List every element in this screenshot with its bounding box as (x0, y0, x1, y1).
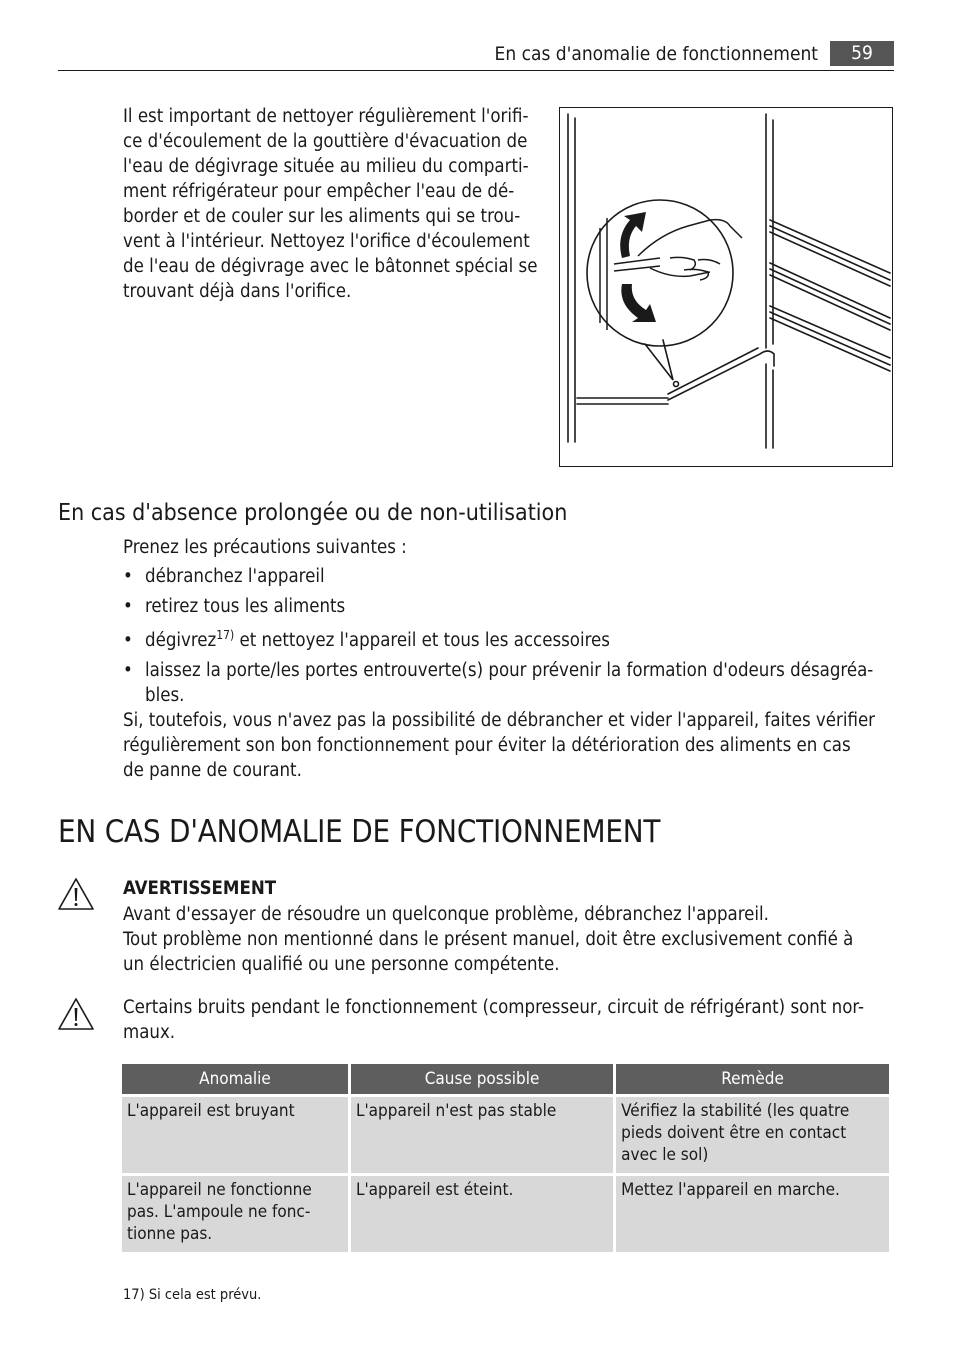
troubleshooting-table (119, 1061, 892, 1255)
cell-line: Vérifiez la stabilité (les quatre (621, 1101, 850, 1121)
note-line: Certains bruits pendant le fonctionnement (compresseur, circuit de réfrigérant) sont nor- (123, 997, 865, 1018)
section-heading-absence: En cas d'absence prolongée ou de non-utilisation (58, 500, 568, 526)
footnote-reference: 17) (216, 628, 235, 642)
chapter-heading: EN CAS D'ANOMALIE DE FONCTIONNEMENT (58, 814, 661, 850)
list-item-text: dégivrez (145, 630, 217, 651)
cell-line: avec le sol) (621, 1145, 709, 1165)
table-header-row (122, 1064, 889, 1094)
table-cell-remedy (616, 1097, 889, 1173)
intro-line: Il est important de nettoyer régulièrement l'orifi- (123, 106, 529, 127)
intro-line: l'eau de dégivrage située au milieu du comparti- (123, 156, 529, 177)
warning-line: Avant d'essayer de résoudre un quelconque problème, débranchez l'appareil. (123, 904, 769, 925)
cell-line: pieds doivent être en contact (621, 1123, 847, 1143)
list-item-text: retirez tous les aliments (145, 596, 346, 617)
table-cell-remedy (616, 1176, 889, 1252)
warning-text (123, 902, 853, 977)
warning-triangle-icon (57, 997, 95, 1031)
table-row (122, 1097, 889, 1173)
list-item-text: laissez la porte/les portes entrouverte(s) pour prévenir la formation d'odeurs désagréa- (145, 660, 874, 681)
bullet-icon: • (123, 630, 133, 651)
list-item (123, 658, 895, 708)
table-cell-anomaly (122, 1097, 348, 1173)
cell-line: tionne pas. (127, 1224, 213, 1244)
paragraph-line: Si, toutefois, vous n'avez pas la possibilité de débrancher et vider l'appareil, faites vérifier (123, 710, 876, 731)
intro-paragraph (123, 104, 548, 304)
cell-line: L'appareil est bruyant (127, 1101, 295, 1121)
table-cell-cause (351, 1097, 613, 1173)
list-item (123, 628, 895, 653)
cell-line: L'appareil ne fonctionne (127, 1180, 312, 1200)
table-cell-anomaly (122, 1176, 348, 1252)
list-item (123, 594, 895, 619)
list-item-text: débranchez l'appareil (145, 566, 325, 587)
cell-line: pas. L'ampoule ne fonc- (127, 1202, 311, 1222)
warning-line: Tout problème non mentionné dans le présent manuel, doit être exclusivement confié à (123, 929, 854, 950)
running-header-title: En cas d'anomalie de fonctionnement (494, 43, 818, 65)
intro-line: trouvant déjà dans l'orifice. (123, 281, 352, 302)
column-header-cause: Cause possible (351, 1064, 613, 1094)
intro-line: border et de couler sur les aliments qui se trou- (123, 206, 521, 227)
cell-line: L'appareil est éteint. (355, 1180, 514, 1200)
column-header-remedy: Remède (616, 1064, 889, 1094)
intro-line: ce d'écoulement de la gouttière d'évacuation de (123, 131, 528, 152)
paragraph-line: régulièrement son bon fonctionnement pour éviter la détérioration des aliments en cas (123, 735, 851, 756)
column-header-anomaly: Anomalie (122, 1064, 348, 1094)
fridge-interior-drawing (560, 108, 892, 466)
precautions-list (123, 564, 895, 713)
warning-triangle-icon (57, 877, 95, 911)
noise-note (123, 995, 864, 1045)
bullet-icon: • (123, 566, 133, 587)
table-row (122, 1176, 889, 1252)
bullet-icon: • (123, 660, 133, 681)
note-line: maux. (123, 1022, 176, 1043)
list-item-text: et nettoyez l'appareil et tous les accessoires (234, 630, 610, 651)
header-divider (58, 70, 894, 71)
cell-line: L'appareil n'est pas stable (355, 1101, 557, 1121)
cell-line: Mettez l'appareil en marche. (621, 1180, 840, 1200)
paragraph-line: de panne de courant. (123, 760, 302, 781)
intro-line: ment réfrigérateur pour empêcher l'eau de dé- (123, 181, 515, 202)
warning-line: un électricien qualifié ou une personne compétente. (123, 954, 560, 975)
intro-line: vent à l'intérieur. Nettoyez l'orifice d'écoulement (123, 231, 530, 252)
list-item-text: bles. (145, 685, 185, 706)
drain-hole-illustration (559, 107, 893, 467)
bullet-icon: • (123, 596, 133, 617)
absence-closing-paragraph (123, 708, 895, 783)
table-cell-cause (351, 1176, 613, 1252)
list-item (123, 564, 895, 589)
footnote: 17) Si cela est prévu. (123, 1287, 262, 1303)
page-number: 59 (830, 41, 894, 66)
precautions-lead: Prenez les précautions suivantes : (123, 537, 407, 558)
warning-title: AVERTISSEMENT (123, 878, 277, 899)
intro-line: de l'eau de dégivrage avec le bâtonnet spécial se (123, 256, 538, 277)
